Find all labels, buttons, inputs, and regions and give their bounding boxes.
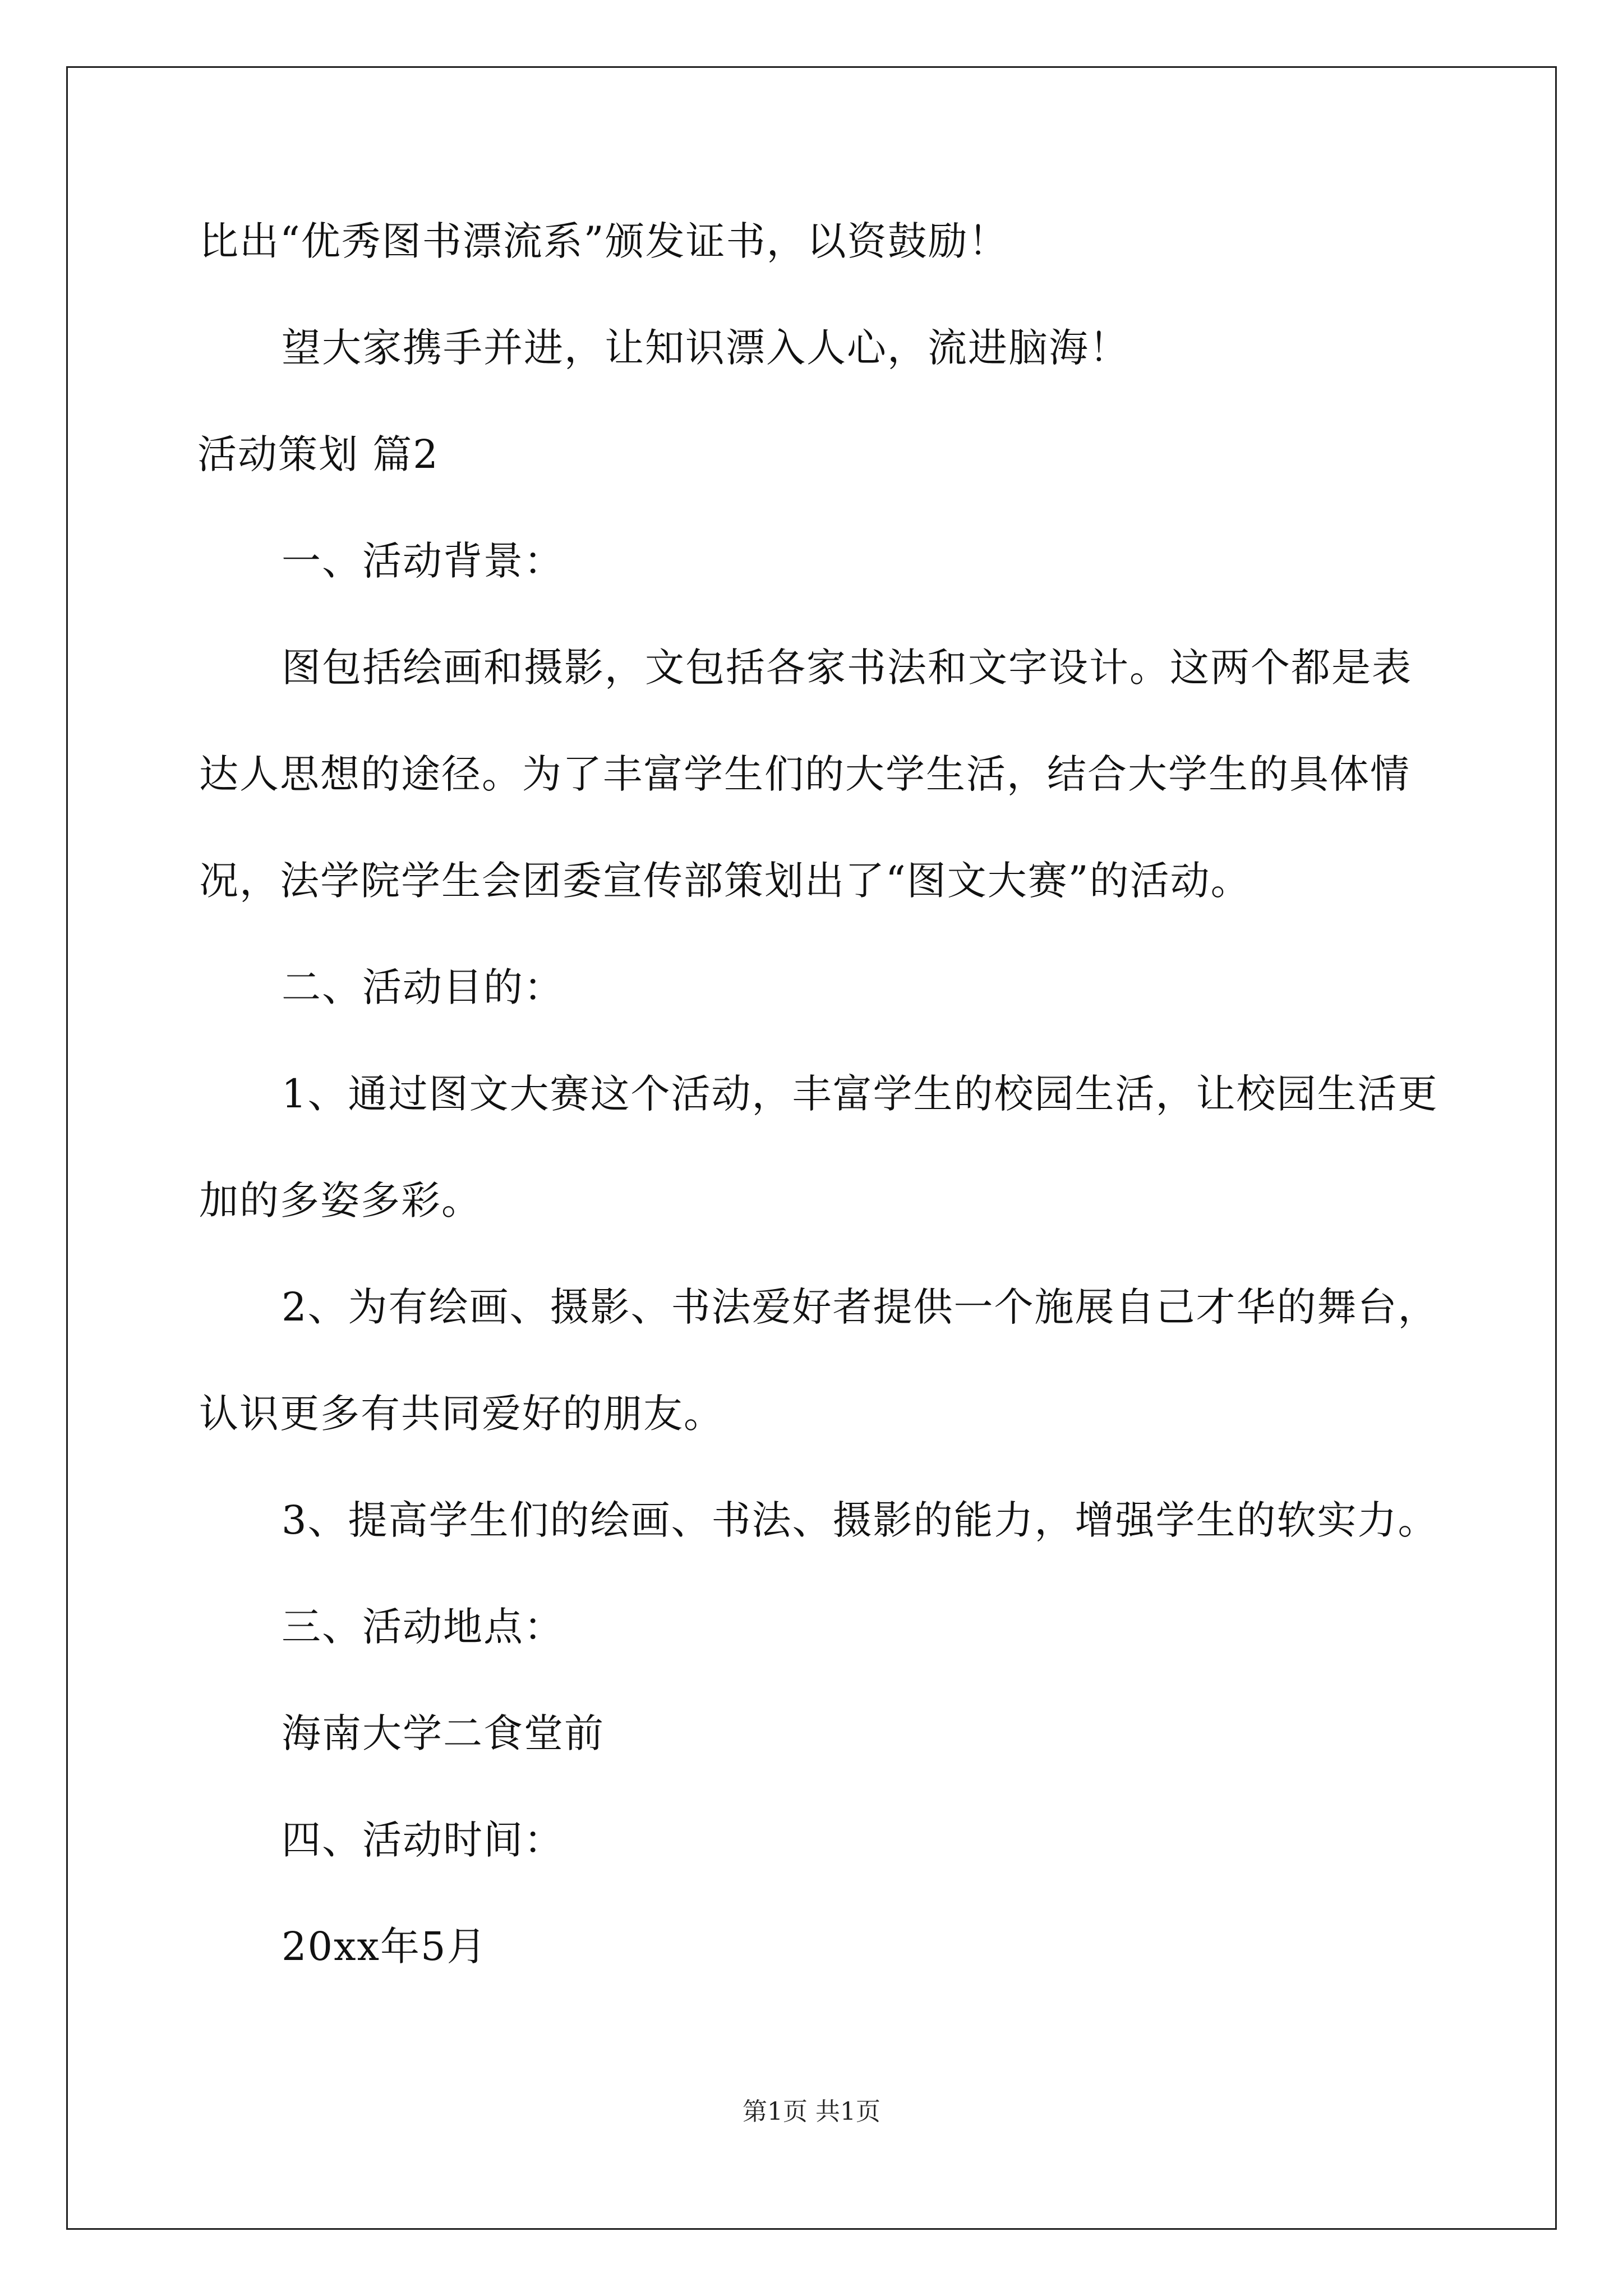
section-title: 活动策划 篇2 <box>197 431 439 477</box>
paragraph-line: 图包括绘画和摄影，文包括各家书法和文字设计。这两个都是表 <box>282 645 1412 691</box>
section-heading: 二、活动目的： <box>282 964 564 1010</box>
paragraph-line: 认识更多有共同爱好的朋友。 <box>199 1391 724 1437</box>
paragraph-line: 望大家携手并进，让知识漂入人心，流进脑海！ <box>282 325 1129 371</box>
page-footer: 第1页 共1页 <box>743 2097 880 2126</box>
paragraph-line: 比出“优秀图书漂流系”颁发证书，以资鼓励！ <box>199 218 1009 264</box>
paragraph-line: 1、通过图文大赛这个活动，丰富学生的校园生活，让校园生活更 <box>282 1071 1438 1117</box>
section-heading: 一、活动背景： <box>282 538 564 584</box>
section-heading: 四、活动时间： <box>282 1817 564 1863</box>
paragraph-line: 海南大学二食堂前 <box>282 1710 605 1756</box>
paragraph-line: 达人思想的途径。为了丰富学生们的大学生活，结合大学生的具体情 <box>199 751 1410 797</box>
page-border <box>66 66 1557 2230</box>
paragraph-line: 加的多姿多彩。 <box>199 1177 482 1223</box>
paragraph-line: 20xx年5月 <box>282 1924 487 1970</box>
section-heading: 三、活动地点： <box>282 1604 564 1650</box>
paragraph-line: 2、为有绘画、摄影、书法爱好者提供一个施展自己才华的舞台， <box>282 1284 1438 1330</box>
paragraph-line: 况，法学院学生会团委宣传部策划出了“图文大赛”的活动。 <box>199 858 1251 904</box>
paragraph-line: 3、提高学生们的绘画、书法、摄影的能力，增强学生的软实力。 <box>282 1497 1438 1543</box>
